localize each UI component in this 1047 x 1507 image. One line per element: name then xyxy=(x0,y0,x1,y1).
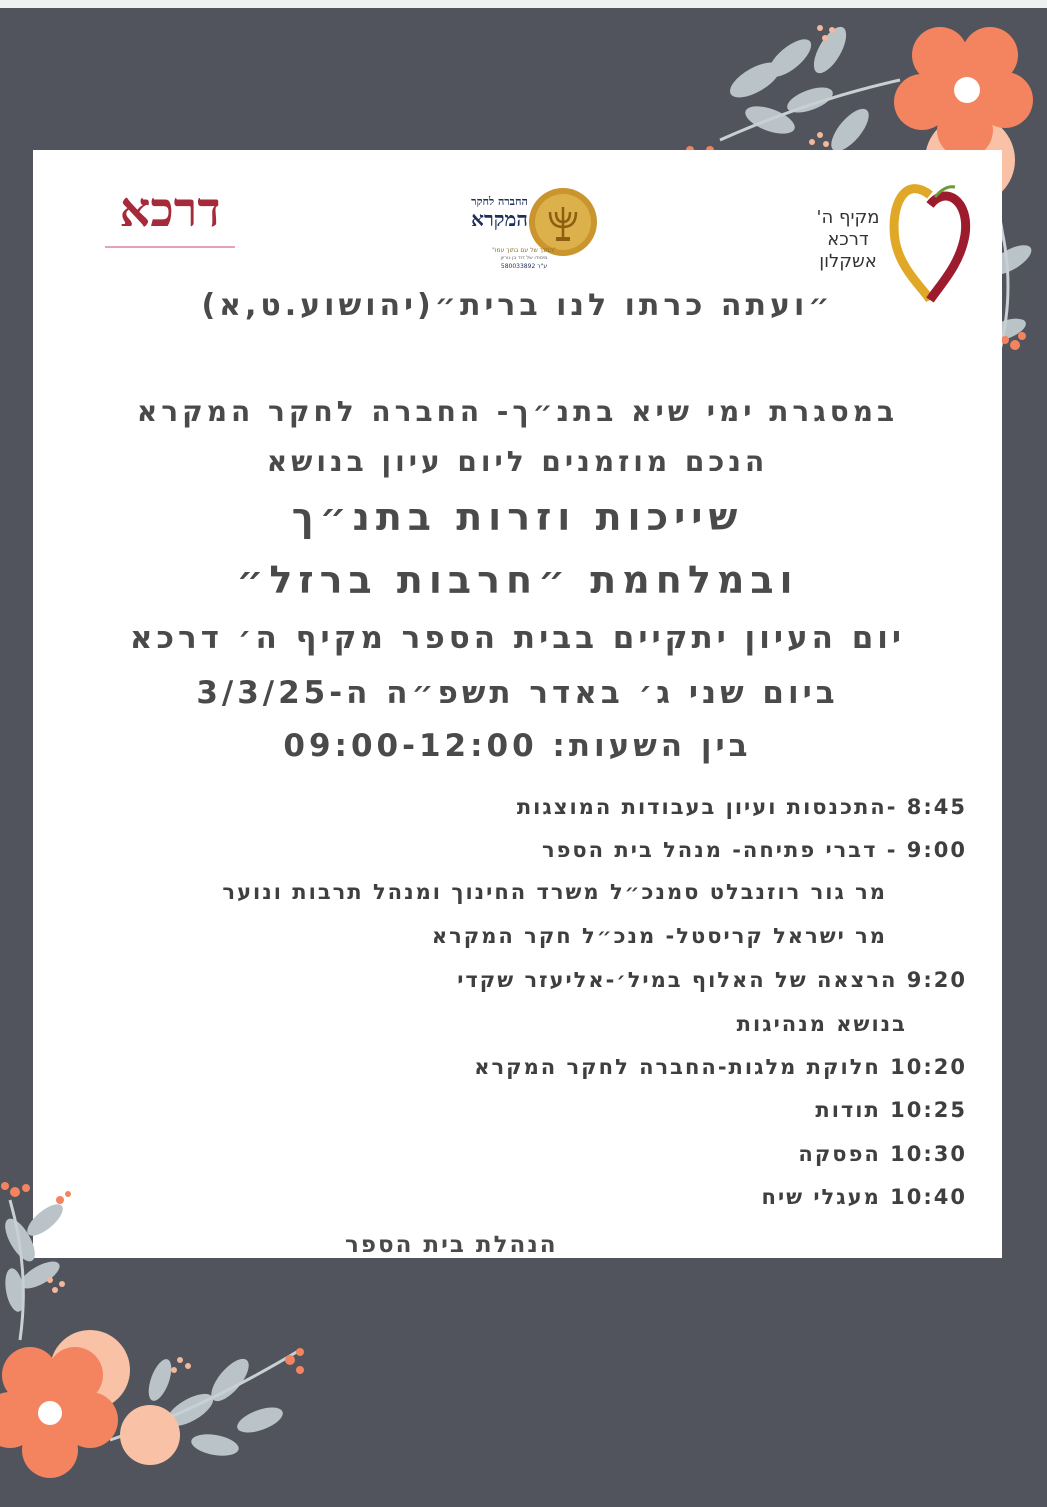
schedule-item: 9:20 הרצאה של האלוף במיל׳-אליעזר שקדי xyxy=(457,968,967,992)
school-logo xyxy=(815,175,975,305)
darka-logo-text: דרכא xyxy=(119,182,221,238)
bible-quote: ״ועתה כרתו לנו ברית״(יהושוע.ט,א) xyxy=(201,288,834,323)
school-logo-line2: דרכא xyxy=(827,229,869,250)
schedule-item: 10:30 הפסקה xyxy=(798,1142,967,1166)
bible-society-slogan: "התנך של עם בתוך עמו" xyxy=(492,247,556,254)
bible-society-name-line1: החברה לחקר xyxy=(471,195,528,208)
bible-society-registration: ע"ר 580033892 xyxy=(500,263,548,270)
bible-society-name-line2: המקרא xyxy=(471,207,528,231)
hours-line: בין השעות: 09:00-12:00 xyxy=(283,728,752,764)
schedule-item: בנושא מנהיגות xyxy=(736,1012,907,1036)
topic-title-1: שייכות וזרות בתנ״ך xyxy=(291,495,744,539)
intro-line-1: במסגרת ימי שיא בתנ״ך- החברה לחקר המקרא xyxy=(136,395,899,428)
venue-line: יום העיון יתקיים בבית הספר מקיף ה׳ דרכא xyxy=(129,620,906,656)
intro-line-2: הנכם מוזמנים ליום עיון בנושא xyxy=(266,445,769,478)
topic-title-2: ובמלחמת ״חרבות ברזל״ xyxy=(236,558,799,602)
date-line: ביום שני ג׳ באדר תשפ״ה ה-3/3/25 xyxy=(196,675,839,711)
heart-icon xyxy=(885,175,975,305)
signature: הנהלת בית הספר xyxy=(345,1232,558,1258)
schedule-item: 10:40 מעגלי שיח xyxy=(761,1185,967,1209)
school-logo-line3: אשקלון xyxy=(819,251,877,272)
school-logo-line1: מקיף ה' xyxy=(816,207,880,228)
schedule-item: 10:20 חלוקת מלגות-החברה לחקר המקרא xyxy=(474,1055,967,1079)
darka-logo xyxy=(100,180,240,270)
bible-society-founder: מיסודו של דוד בן גוריון xyxy=(500,255,548,261)
schedule-item: מר ישראל קריסטל- מנכ״ל חקר המקרא xyxy=(431,924,887,948)
schedule-item: 10:25 תודות xyxy=(815,1098,967,1122)
darka-logo-underline xyxy=(105,246,235,248)
schedule-item: מר גור רוזנבלט סמנכ״ל משרד החינוך ומנהל תרבות ונוער xyxy=(222,880,887,904)
floral-decoration-bottom-left xyxy=(0,1180,330,1507)
schedule-item: 8:45 -התכנסות ועיון בעבודות המוצגות xyxy=(516,795,967,819)
bible-society-logo xyxy=(462,185,602,275)
schedule-item: 9:00 - דברי פתיחה- מנהל בית הספר xyxy=(541,838,967,862)
